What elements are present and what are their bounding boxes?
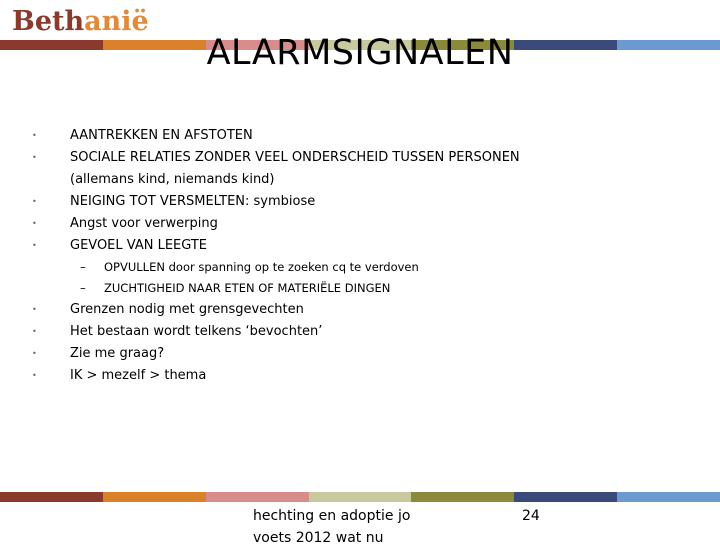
footer-text: hechting en adoptie jo voets 2012 wat nu [253, 508, 411, 546]
stripe-segment [0, 492, 103, 502]
sub-text: ZUCHTIGHEID NAAR ETEN OF MATERIËLE DINGEN [104, 281, 391, 295]
stripe-segment [309, 492, 412, 502]
bullet-text: AANTREKKEN EN AFSTOTEN [70, 128, 253, 143]
bullet-text: Angst voor verwerping [70, 216, 218, 231]
sub-item [30, 257, 690, 278]
bullet-text: GEVOEL VAN LEEGTE [70, 238, 208, 253]
bullet-dot: • [32, 327, 37, 336]
logo-part-1: Beth [12, 6, 85, 37]
bullet-dot: • [32, 219, 37, 228]
bullet-text: (allemans kind, niemands kind) [70, 172, 275, 187]
bullet-item [30, 299, 690, 321]
bullet-text: NEIGING TOT VERSMELTEN: symbiose [70, 194, 316, 209]
bullet-item [30, 321, 690, 343]
sub-dash: – [80, 260, 86, 274]
bullet-item [30, 191, 690, 213]
stripe-segment [617, 492, 720, 502]
bullet-text: Het bestaan wordt telkens ‘bevochten’ [70, 324, 323, 339]
stripe-segment [514, 492, 617, 502]
bullet-item [30, 365, 690, 387]
bullet-text: Zie me graag? [70, 346, 165, 361]
bullet-text: Grenzen nodig met grensgevechten [70, 302, 304, 317]
bullet-item [30, 213, 690, 235]
logo-part-2: anië [84, 6, 149, 37]
bullet-dot: • [32, 153, 37, 162]
sub-dash: – [80, 281, 86, 295]
bullet-item [30, 235, 690, 257]
stripe-segment [103, 492, 206, 502]
bullet-continuation [30, 169, 690, 191]
bullet-item [30, 147, 690, 169]
sub-item [30, 278, 690, 299]
stripe-segment [206, 492, 309, 502]
stripe-segment [411, 492, 514, 502]
bullet-dot: • [32, 241, 37, 250]
bullet-dot: • [32, 197, 37, 206]
sub-text: OPVULLEN door spanning op te zoeken cq te verdoven [104, 260, 419, 274]
bottom-color-stripe [0, 492, 720, 502]
bullet-dot: • [32, 349, 37, 358]
slide-title: ALARMSIGNALEN [206, 33, 514, 73]
bullet-dot: • [32, 371, 37, 380]
bullet-item [30, 343, 690, 365]
bullet-text: SOCIALE RELATIES ZONDER VEEL ONDERSCHEID TUSSEN PERSONEN [70, 150, 520, 165]
bullet-dot: • [32, 131, 37, 140]
bullet-text: IK > mezelf > thema [70, 368, 207, 383]
slide-content [30, 125, 690, 387]
page-number: 24 [522, 508, 540, 524]
bullet-dot: • [32, 305, 37, 314]
bullet-item [30, 125, 690, 147]
